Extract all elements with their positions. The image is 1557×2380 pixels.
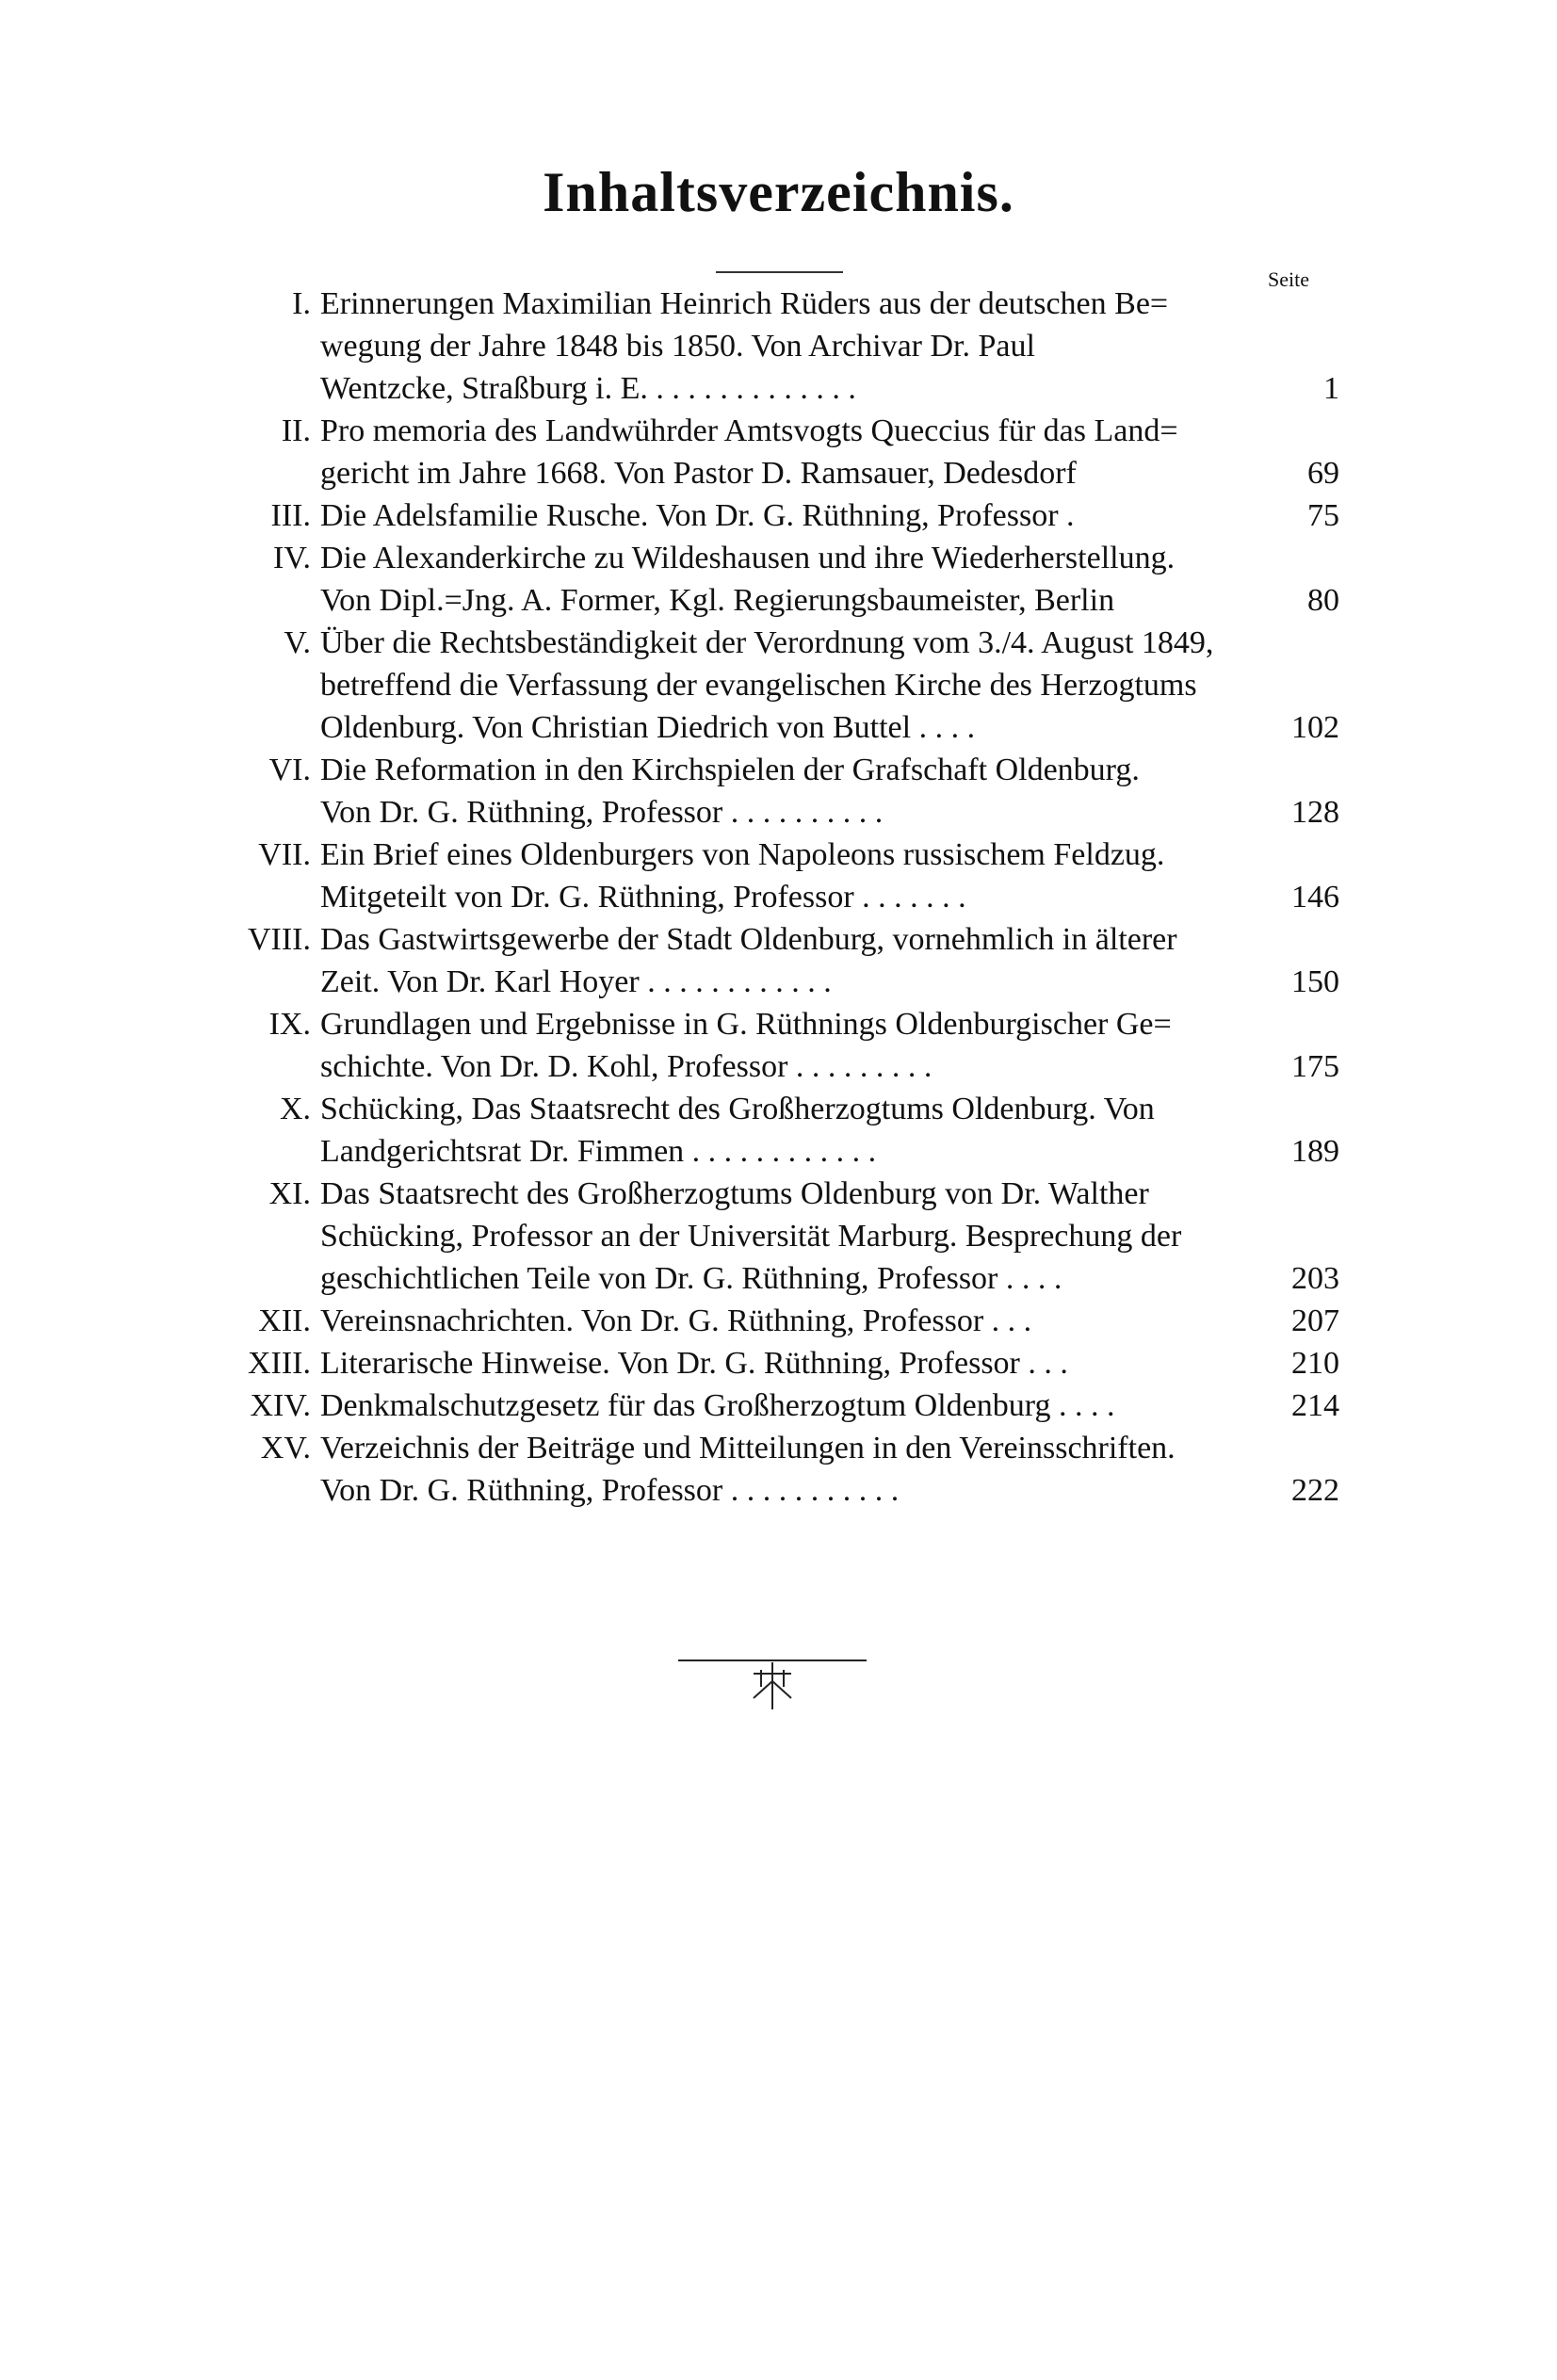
toc-entry-line: Von Dipl.=Jng. A. Former, Kgl. Regierungsbaumeister, Berlin: [320, 583, 1115, 618]
toc-entry-page: 146: [1291, 880, 1339, 915]
toc-entry-numeral: III.: [270, 498, 311, 533]
toc-entry-text: [320, 1173, 1248, 1300]
toc-entry-page: 175: [1291, 1049, 1339, 1084]
toc-entry-numeral: VIII.: [247, 922, 311, 957]
toc-entry-numeral: VII.: [258, 837, 311, 872]
toc-entry-numeral: XI.: [268, 1176, 311, 1211]
toc-entry-line: Von Dr. G. Rüthning, Professor . . . . . . . . . .: [320, 795, 884, 830]
toc-entry-line: geschichtlichen Teile von Dr. G. Rüthning, Professor . . . .: [320, 1261, 1062, 1296]
toc-entry-text: [320, 622, 1248, 749]
toc-entry-page: 128: [1291, 795, 1339, 830]
toc-entry-numeral: IX.: [268, 1007, 311, 1042]
toc-entry-line: Das Gastwirtsgewerbe der Stadt Oldenburg, vornehmlich in älterer: [320, 922, 1177, 957]
toc-entry-page: 150: [1291, 964, 1339, 999]
toc-entry-line: Wentzcke, Straßburg i. E. . . . . . . . . . . . . .: [320, 371, 856, 406]
toc-entry-line: Ein Brief eines Oldenburgers von Napoleons russischem Feldzug.: [320, 837, 1165, 872]
toc-entry-text: [320, 537, 1248, 622]
toc-entry-page: 80: [1307, 583, 1339, 618]
toc-entry-line: Das Staatsrecht des Großherzogtums Oldenburg von Dr. Walther: [320, 1176, 1149, 1211]
toc-entry-numeral: IV.: [273, 541, 311, 575]
toc-entry-text: [320, 749, 1248, 834]
toc-entry-numeral: XV.: [260, 1431, 311, 1465]
title-rule: [716, 271, 843, 273]
toc-entry-numeral: II.: [281, 413, 311, 448]
toc-entry-line: Grundlagen und Ergebnisse in G. Rüthnings Oldenburgischer Ge=: [320, 1007, 1172, 1042]
toc-entry-text: [320, 1088, 1248, 1173]
toc-entry-numeral: XII.: [258, 1303, 311, 1338]
toc-entry-line: Die Adelsfamilie Rusche. Von Dr. G. Rüthning, Professor .: [320, 498, 1075, 533]
toc-entry-page: 102: [1291, 710, 1339, 745]
toc-entry-numeral: XIII.: [247, 1346, 311, 1381]
toc-entry-line: Literarische Hinweise. Von Dr. G. Rüthning, Professor . . .: [320, 1346, 1068, 1381]
toc-entry-line: Erinnerungen Maximilian Heinrich Rüders aus der deutschen Be=: [320, 286, 1169, 321]
toc-entry-numeral: VI.: [268, 753, 311, 787]
page-column-label: Seite: [1268, 267, 1309, 291]
toc-entry-line: Mitgeteilt von Dr. G. Rüthning, Professor . . . . . . .: [320, 880, 966, 915]
toc-entry-line: Landgerichtsrat Dr. Fimmen . . . . . . . . . . . .: [320, 1134, 877, 1169]
toc-entry-line: betreffend die Verfassung der evangelischen Kirche des Herzogtums: [320, 668, 1197, 703]
toc-entry-line: wegung der Jahre 1848 bis 1850. Von Archivar Dr. Paul: [320, 329, 1035, 364]
toc-entry-line: Pro memoria des Landwührder Amtsvogts Queccius für das Land=: [320, 413, 1178, 448]
toc-entry-line: Oldenburg. Von Christian Diedrich von Buttel . . . .: [320, 710, 976, 745]
toc-entry-text: [320, 1300, 1248, 1342]
toc-entry-text: [320, 410, 1248, 494]
toc-entry-page: 207: [1291, 1303, 1339, 1338]
toc-entry-line: gericht im Jahre 1668. Von Pastor D. Ramsauer, Dedesdorf: [320, 456, 1077, 491]
toc-entry-text: [320, 1003, 1248, 1088]
ornament-icon: [650, 1615, 895, 1719]
toc-entry-text: [320, 1342, 1248, 1384]
toc-entry-line: Die Alexanderkirche zu Wildeshausen und ihre Wiederherstellung.: [320, 541, 1176, 575]
toc-entry-numeral: V.: [284, 625, 311, 660]
page-title: Inhaltsverzeichnis.: [543, 161, 1014, 223]
toc-entry-line: Zeit. Von Dr. Karl Hoyer . . . . . . . . . . . .: [320, 964, 832, 999]
toc-entry-page: 203: [1291, 1261, 1339, 1296]
toc-entry-line: schichte. Von Dr. D. Kohl, Professor . . . . . . . . .: [320, 1049, 933, 1084]
toc-entry-page: 214: [1291, 1388, 1339, 1423]
toc-entry-text: [320, 1427, 1248, 1512]
toc-entry-text: [320, 1384, 1248, 1427]
toc-entry-line: Vereinsnachrichten. Von Dr. G. Rüthning, Professor . . .: [320, 1303, 1032, 1338]
toc-entry-numeral: X.: [279, 1092, 311, 1126]
toc-entry-page: 1: [1323, 371, 1339, 406]
toc-entry-numeral: I.: [292, 286, 311, 321]
toc-entry-page: 189: [1291, 1134, 1339, 1169]
toc-entry-text: [320, 918, 1248, 1003]
toc-entry-page: 75: [1307, 498, 1339, 533]
toc-entry-line: Schücking, Das Staatsrecht des Großherzogtums Oldenburg. Von: [320, 1092, 1155, 1126]
toc-entry-line: Schücking, Professor an der Universität Marburg. Besprechung der: [320, 1219, 1182, 1254]
toc-entry-line: Über die Rechtsbeständigkeit der Verordnung vom 3./4. August 1849,: [320, 625, 1214, 660]
toc-entry-line: Verzeichnis der Beiträge und Mitteilungen in den Vereinsschriften.: [320, 1431, 1176, 1465]
toc-entry-line: Denkmalschutzgesetz für das Großherzogtum Oldenburg . . . .: [320, 1388, 1115, 1423]
toc-entry-text: [320, 283, 1248, 410]
toc-entry-numeral: XIV.: [250, 1388, 311, 1423]
toc-entry-line: Von Dr. G. Rüthning, Professor . . . . . . . . . . .: [320, 1473, 900, 1508]
toc-entry-line: Die Reformation in den Kirchspielen der Grafschaft Oldenburg.: [320, 753, 1140, 787]
toc-entry-text: [320, 834, 1248, 918]
toc-entry-text: [320, 494, 1248, 537]
toc-entry-page: 69: [1307, 456, 1339, 491]
toc-entry-page: 210: [1291, 1346, 1339, 1381]
toc-entry-page: 222: [1291, 1473, 1339, 1508]
